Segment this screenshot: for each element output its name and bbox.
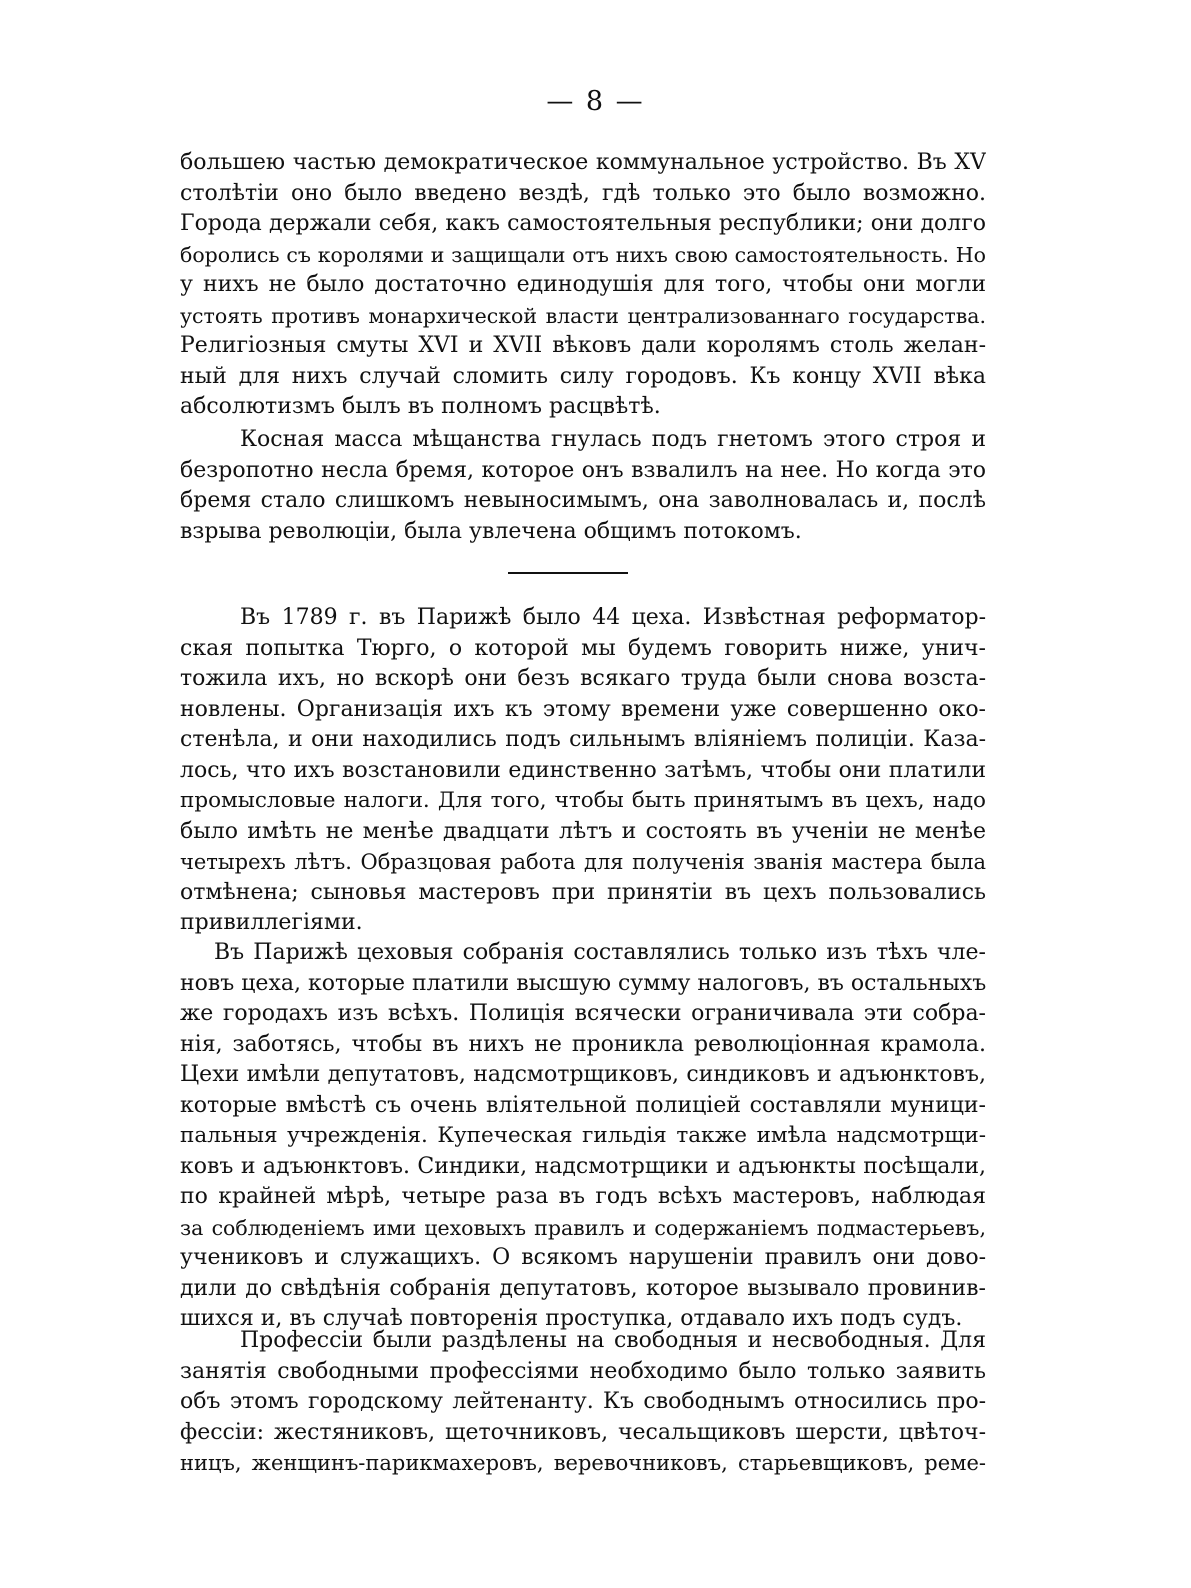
text-line: ская попытка Тюрго, о которой мы будемъ говорить ниже, унич- bbox=[180, 635, 986, 661]
text-line: Города держали себя, какъ самостоятельныя республики; они долго bbox=[180, 211, 986, 236]
text-line: привиллегіями. bbox=[180, 910, 363, 935]
text-line: которые вмѣстѣ съ очень вліятельной полиціей составляли муници- bbox=[180, 1092, 986, 1118]
text-line: Въ Парижѣ цеховыя собранія составлялись только изъ тѣхъ чле- bbox=[214, 940, 986, 965]
text-line: Цехи имѣли депутатовъ, надсмотрщиковъ, синдиковъ и адъюнктовъ, bbox=[180, 1062, 986, 1087]
text-line: нія, заботясь, чтобы въ нихъ не проникла революціонная крамола. bbox=[180, 1031, 986, 1057]
text-line: новлены. Организація ихъ къ этому времени уже совершенно око- bbox=[180, 696, 986, 722]
text-line: по крайней мѣрѣ, четыре раза въ годъ всѣхъ мастеровъ, наблюдая bbox=[180, 1184, 986, 1209]
text-line: же городахъ изъ всѣхъ. Полиція всячески ограничивала эти собра- bbox=[180, 1001, 986, 1026]
text-line: ный для нихъ случай сломить силу городовъ. Къ концу XVII вѣка bbox=[180, 363, 986, 389]
text-line: Въ 1789 г. въ Парижѣ было 44 цеха. Извѣстная реформатор- bbox=[240, 605, 986, 630]
text-line: столѣтіи оно было введено вездѣ, гдѣ только это было возможно. bbox=[180, 180, 986, 206]
text-line: Профессіи были раздѣлены на свободныя и несвободныя. Для bbox=[240, 1328, 986, 1353]
text-line: тожила ихъ, но вскорѣ они безъ всякаго труда были снова возста- bbox=[180, 666, 986, 691]
paragraph-5 bbox=[180, 1326, 986, 1479]
text-line: у нихъ не было достаточно единодушія для того, чтобы они могли bbox=[180, 272, 986, 297]
text-line: лось, что ихъ возстановили единственно затѣмъ, чтобы они платили bbox=[180, 757, 986, 783]
text-line: безропотно несла бремя, которое онъ взвалилъ на нее. Но когда это bbox=[180, 457, 986, 483]
text-line: занятія свободными профессіями необходимо было только заявить bbox=[180, 1358, 986, 1384]
paragraph-2 bbox=[180, 425, 986, 547]
text-line: четырехъ лѣтъ. Образцовая работа для полученія званія мастера была bbox=[180, 850, 986, 874]
paragraph-3 bbox=[180, 603, 986, 939]
text-line: устоять противъ монархической власти централизованнаго государства. bbox=[180, 303, 986, 328]
text-line: дили до свѣдѣнія собранія депутатовъ, которое вызывало провинив- bbox=[180, 1275, 986, 1301]
text-line: Религіозныя смуты XVI и XVII вѣковъ дали королямъ столь желан- bbox=[180, 333, 986, 358]
text-line: отмѣнена; сыновья мастеровъ при принятіи въ цехъ пользовались bbox=[180, 879, 986, 905]
text-line: фессіи: жестяниковъ, щеточниковъ, чесальщиковъ шерсти, цвѣточ- bbox=[180, 1419, 986, 1445]
paragraph-4 bbox=[180, 938, 986, 1335]
text-line: боролись съ королями и защищали отъ нихъ свою самостоятельность. Но bbox=[180, 242, 986, 267]
text-line: промысловые налоги. Для того, чтобы быть принятымъ въ цехъ, надо bbox=[180, 788, 986, 813]
text-line: за соблюденіемъ ими цеховыхъ правилъ и содержаніемъ подмастерьевъ, bbox=[180, 1215, 986, 1240]
text-line: стенѣла, и они находились подъ сильнымъ вліяніемъ полиціи. Каза- bbox=[180, 727, 986, 752]
text-line: объ этомъ городскому лейтенанту. Къ свободнымъ относились про- bbox=[180, 1389, 986, 1414]
text-line: шихся и, въ случаѣ повторенія проступка, отдавало ихъ подъ судъ. bbox=[180, 1306, 963, 1331]
section-divider bbox=[508, 572, 628, 574]
text-line: большею частью демократическое коммунальное устройство. Въ XV bbox=[180, 150, 986, 175]
text-line: взрыва революціи, была увлечена общимъ потокомъ. bbox=[180, 518, 802, 544]
text-line: пальныя учрежденія. Купеческая гильдія также имѣла надсмотрщи- bbox=[180, 1123, 986, 1148]
text-line: абсолютизмъ былъ въ полномъ расцвѣтѣ. bbox=[180, 394, 661, 419]
text-line: ковъ и адъюнктовъ. Синдики, надсмотрщики и адъюнкты посѣщали, bbox=[180, 1153, 986, 1179]
page-number: — 8 — bbox=[546, 86, 645, 117]
text-line: Косная масса мѣщанства гнулась подъ гнетомъ этого строя и bbox=[240, 427, 986, 452]
text-line: было имѣть не менѣе двадцати лѣтъ и состоять въ ученіи не менѣе bbox=[180, 818, 986, 844]
text-line: ницъ, женщинъ-парикмахеровъ, веревочниковъ, старьевщиковъ, реме- bbox=[180, 1451, 986, 1475]
text-line: новъ цеха, которые платили высшую сумму налоговъ, въ остальныхъ bbox=[180, 970, 986, 996]
text-line: учениковъ и служащихъ. О всякомъ нарушеніи правилъ они дово- bbox=[180, 1245, 986, 1270]
text-line: бремя стало слишкомъ невыносимымъ, она заволновалась и, послѣ bbox=[180, 488, 986, 513]
paragraph-1 bbox=[180, 148, 986, 423]
